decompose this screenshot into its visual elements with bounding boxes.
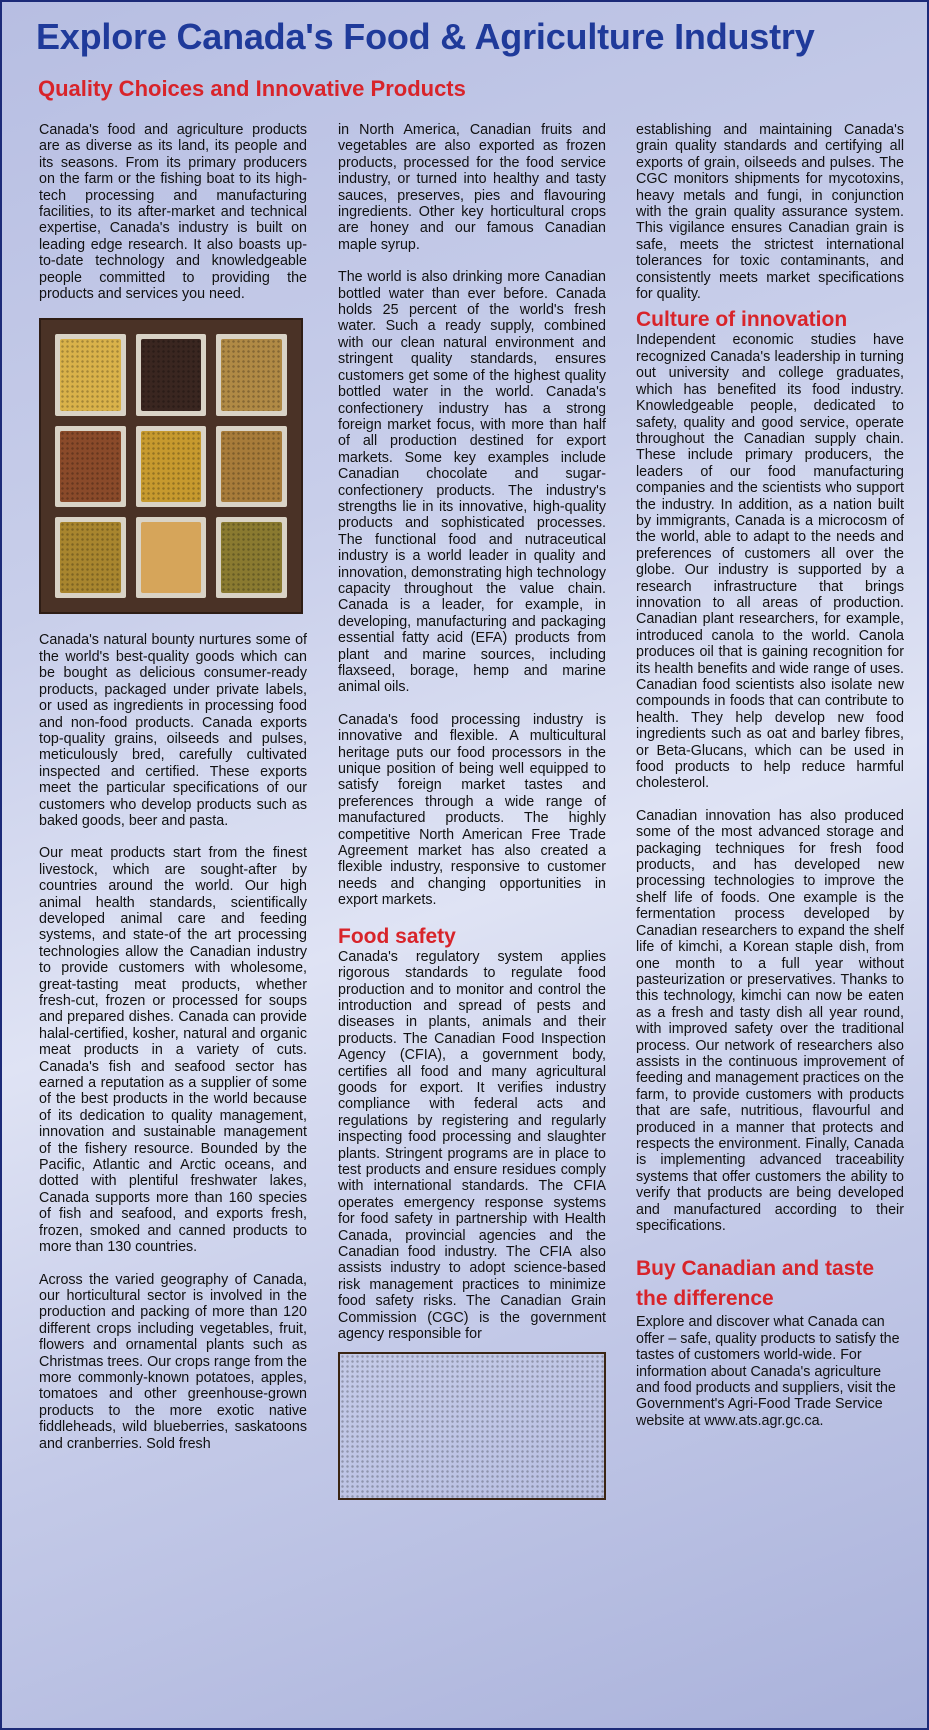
food-safety-paragraph: Canada's regulatory system applies rigorous standards to regulate food production and to monitor and control the introduction and spread of pests and diseases in plants, animals and their products. The Canadian Food Inspection Agency (CFIA), a government body, certifies all food and many agricultural goods for export. It verifies industry compliance with federal acts and regulations by registering and regularly inspecting food processing and slaughter plants. Stringent programs are in place to test products and ensure residues comply with international standards. The CFIA operates emergency response systems for food safety in partnership with Health Canada, provincial agencies and the Canadian food industry. The CFIA also assists industry to adopt science-based risk management practices to minimize food safety risks. The Canadian Grain Commission (CGC) is the government agency responsible for	[338, 948, 606, 1343]
spice-bowl	[55, 517, 126, 598]
water-confectionery-paragraph: The world is also drinking more Canadian bottled water than ever before. Canada holds 25 percent of the world's fresh water. Such a ready supply, combined with our clean natural environment and stringent quality standards, ensures customers get some of the highest quality bottled water in the world. Canada's confectionery industry has a strong foreign market focus, with more than half of all production destined for export markets. Some key examples include Canadian chocolate and sugar-confectionery products. The industry's strengths lie in its innovative, high-quality products and sophisticated processes. The functional food and nutraceutical industry is a world leader in quality and innovation, demonstrating high technology capacity throughout the value chain. Canada is a leader, for example, in developing, manufacturing and packaging essential fatty acid (EFA) products from plant and marine sources, including flaxseed, borage, hemp and marine animal oils.	[338, 269, 606, 696]
spice-bowl	[136, 334, 207, 415]
innovation-paragraph: Independent economic studies have recognized Canada's leadership in turning out university and college graduates, which has benefited its food industry. Knowledgeable people, dedicated to safety, quality and good service, operate throughout the Canadian supply chain. These include primary producers, the leaders of our food manufacturing companies and the scientists who support the industry. In addition, as a nation built by immigrants, Canada is a microcosm of the world, able to adapt to the needs and preferences of customers all over the globe. Our industry is supported by a research infrastructure that brings innovation to all areas of production. Canadian plant researchers, for example, introduced canola to the world. Canola produces oil that is gaining recognition for its health benefits and wide range of uses. Canadian food scientists also isolate new compounds in foods that can contribute to health. They help develop new food ingredients such as oat and barley fibres, or Beta-Glucans, which can be used in food products to help reduce harmful cholesterol.	[636, 332, 904, 792]
column-3	[636, 122, 904, 1445]
spice-bowl	[216, 426, 287, 507]
buy-canadian-heading: Buy Canadian and taste the difference	[636, 1257, 875, 1311]
spice-bowl	[55, 334, 126, 415]
food-processing-paragraph: Canada's food processing industry is innovative and flexible. A multicultural heritage puts our food processors in the unique position of being well equipped to satisfy foreign market tastes and preferences through a wide range of manufactured products. The highly competitive North American Free Trade Agreement market has also created a flexible industry, responsive to customer needs and changing opportunities in export markets.	[338, 711, 606, 909]
innovation-heading: Culture of innovation	[636, 308, 848, 332]
spice-bowl	[216, 334, 287, 415]
horticulture-continued-paragraph: in North America, Canadian fruits and vegetables are also exported as frozen products, processed for the food service industry, or turned into healthy and tasty sauces, preserves, pies and flavouring ingredients. Other key horticultural crops are honey and our famous Canadian maple syrup.	[338, 122, 606, 253]
grains-photo	[338, 1352, 606, 1500]
meat-seafood-paragraph: Our meat products start from the finest livestock, which are sought-after by countries around the world. Our high animal health standards, scientifically developed animal care and feeding systems, and state-of the art processing technologies allow the Canadian industry to provide customers with wholesome, great-tasting meat products, whether fresh-cut, frozen or processed for soups and prepared dishes. Canada can provide halal-certified, kosher, natural and organic meat products in a variety of cuts. Canada's fish and seafood sector has earned a reputation as a supplier of some of the best products in the world because of its dedication to quality management, innovation and sustainable management of the fishery resource. Bounded by the Pacific, Atlantic and Arctic oceans, and dotted with plentiful freshwater lakes, Canada supports more than 160 species of fish and seafood, and exports fresh, frozen, smoked and canned products to more than 130 countries.	[39, 845, 307, 1256]
horticulture-paragraph: Across the varied geography of Canada, our horticultural sector is involved in the production and packing of more than 120 different crops including vegetables, fruit, flowers and ornamental plants such as Christmas trees. Our crops range from the more commonly-known potatoes, apples, tomatoes and other greenhouse-grown products to the more exotic native fiddleheads, wild blueberries, saskatoons and cranberries. Sold fresh	[39, 1271, 307, 1452]
natural-bounty-paragraph: Canada's natural bounty nurtures some of the world's best-quality goods which can be bought as delicious consumer-ready products, packaged under private labels, or used as ingredients in processing food and non-food products. Canada exports top-quality grains, oilseeds and pulses, meticulously bred, carefully cultivated inspected and certified. These exports meet the particular specifications of our customers who develop products such as baked goods, beer and pasta.	[39, 632, 307, 829]
column-2	[338, 122, 606, 1500]
buy-canadian-paragraph: Explore and discover what Canada can offer – safe, quality products to satisfy the tastes of customers world-wide. For information about Canada's agriculture and food products and suppliers, visit the Government's Agri-Food Trade Service website at www.ats.agr.gc.ca.	[636, 1314, 900, 1429]
storage-packaging-paragraph: Canadian innovation has also produced some of the most advanced storage and packaging techniques for fresh food products, and has developed new processing technologies to improve the shelf life of foods. One example is the fermentation process developed by Canadian researchers to expand the shelf life of kimchi, a Korean staple dish, from one month to a full year without pasteurization or preservatives. Thanks to this technology, kimchi can now be eaten as a fresh and tasty dish all year round, with improved safety over the traditional process. Our network of researchers also assists in the continuous improvement of feeding and management practices on the farm, to provide customers with products that are safe, nutritious, flavourful and produced in a manner that protects and respects the environment. Finally, Canada is implementing advanced traceability systems that offer customers the ability to verify that products are being developed and manufactured according to their specifications.	[636, 807, 904, 1234]
column-1	[39, 122, 307, 1468]
grain-standards-paragraph: establishing and maintaining Canada's grain quality standards and certifying all exports of grain, oilseeds and pulses. The CGC monitors shipments for mycotoxins, heavy metals and fungi, in conjunction with the grain quality assurance system. This vigilance ensures Canadian grain is safe, meets the strictest international tolerances for toxic contaminants, and consistently meets market specifications for quality.	[636, 122, 904, 303]
spice-bowl	[55, 426, 126, 507]
spice-bowl	[136, 517, 207, 598]
spice-bowls-photo	[39, 318, 303, 614]
page-title: Explore Canada's Food & Agriculture Industry	[36, 16, 815, 57]
spice-bowl	[216, 517, 287, 598]
intro-paragraph: Canada's food and agriculture products are as diverse as its land, its people and its seasons. From its primary producers on the farm or the fishing boat to its high-tech processing and manufacturing facilities, to its after-market and technical expertise, Canada's industry is built on leading edge research. It also boasts up-to-date technology and knowledgeable people committed to providing the products and services you need.	[39, 122, 307, 303]
spice-bowl	[136, 426, 207, 507]
food-safety-heading: Food safety	[338, 924, 456, 948]
page-subtitle: Quality Choices and Innovative Products	[38, 76, 466, 101]
